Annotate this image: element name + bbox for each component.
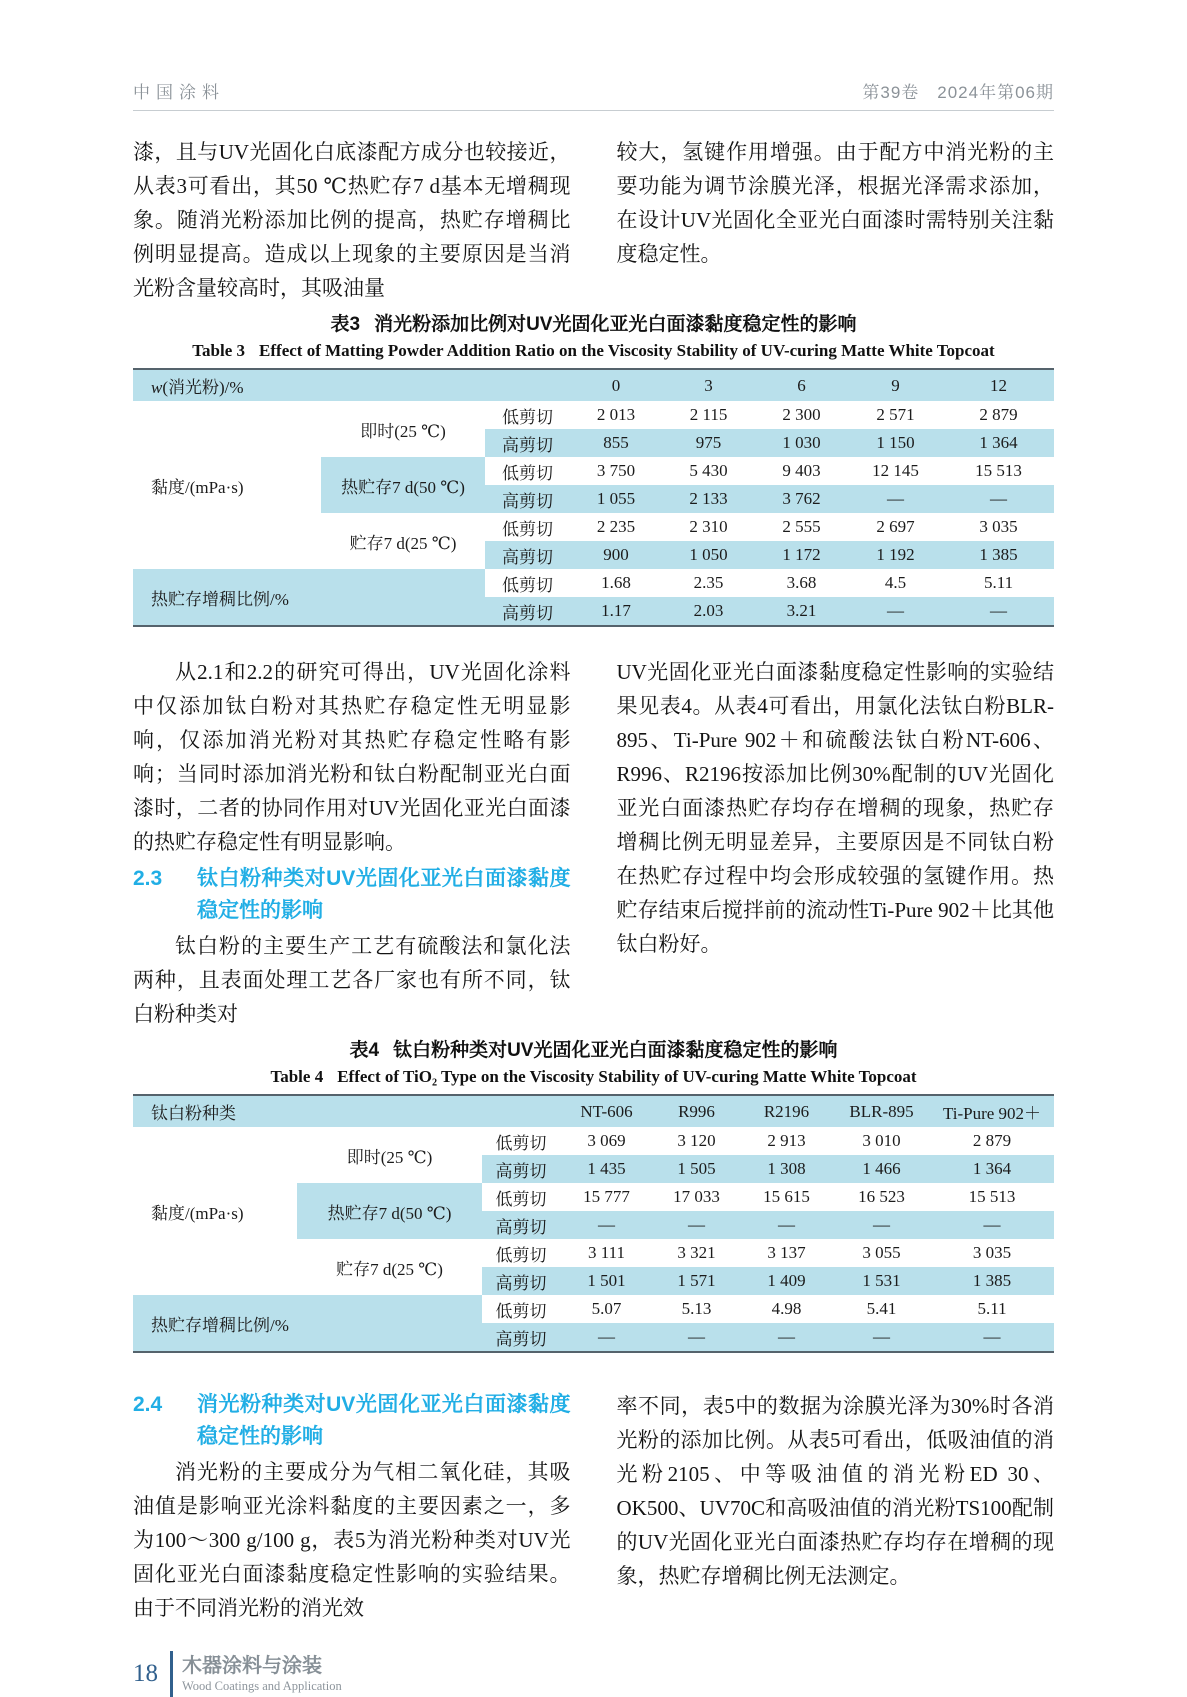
value-cell: 1 364	[930, 1155, 1054, 1183]
value-cell: 2 013	[596, 405, 636, 424]
value-cell: 2 133	[662, 485, 755, 513]
page-header	[133, 78, 1054, 111]
shear-label: 高剪切	[485, 597, 570, 626]
value-cell: 2 300	[782, 405, 821, 424]
value-cell: —	[740, 1323, 833, 1352]
value-cell: 1 435	[560, 1155, 653, 1183]
value-cell: 1.17	[570, 597, 662, 626]
page-number: 18	[133, 1660, 158, 1687]
value-cell: 1.68	[601, 573, 631, 592]
value-cell: 855	[570, 429, 662, 457]
shear-label: 高剪切	[482, 1155, 560, 1183]
row-group-label: 黏度/(mPa·s)	[151, 1203, 244, 1223]
value-cell: 3 137	[767, 1243, 806, 1262]
text-band-middle	[133, 655, 1054, 1031]
condition-label: 贮存7 d(25 ℃)	[349, 533, 457, 553]
table-row	[133, 1127, 1054, 1155]
value-cell: —	[833, 1211, 930, 1239]
journal-title: 中国涂料	[133, 83, 225, 102]
value-cell: —	[943, 597, 1054, 626]
table-label: Table 3	[192, 341, 246, 360]
paragraph: 较大，氢键作用增强。由于配方中消光粉的主要功能为调节涂膜光泽，根据光泽需求添加，在设计UV光固化全亚光白面漆时需特别关注黏度稳定性。	[616, 140, 1054, 266]
shear-label: 高剪切	[482, 1267, 560, 1295]
value-cell: 1 466	[833, 1155, 930, 1183]
value-cell: 2 913	[767, 1131, 806, 1150]
issue-info: 第39卷 2024年第06期	[862, 83, 1054, 102]
value-cell: 3 762	[755, 485, 848, 513]
shear-label: 低剪切	[502, 575, 554, 595]
right-column	[617, 655, 1055, 1031]
value-cell: 975	[662, 429, 755, 457]
value-cell: —	[943, 485, 1054, 513]
value-cell: 5 430	[689, 461, 728, 480]
section-number: 2.3	[133, 867, 163, 890]
value-cell: —	[560, 1211, 653, 1239]
table-label: 表4	[349, 1040, 380, 1061]
table3-block	[133, 311, 1054, 627]
value-cell: 1 308	[740, 1155, 833, 1183]
value-cell: —	[653, 1323, 740, 1352]
value-cell: 12 145	[872, 461, 919, 480]
paragraph: 漆，且与UV光固化白底漆配方成分也较接近，从表3可看出，其50 ℃热贮存7 d基本无增稠现象。随消光粉添加比例的提高，热贮存增稠比例明显提高。造成以上现象的主要原因是当消光粉含量较高时，其吸油量	[133, 140, 571, 300]
condition-label: 热贮存7 d(50 ℃)	[297, 1183, 482, 1239]
value-cell: —	[930, 1211, 1054, 1239]
value-cell: 2 115	[689, 405, 728, 424]
value-cell: 9 403	[782, 461, 821, 480]
shear-label: 低剪切	[502, 463, 554, 483]
value-cell: 1 364	[943, 429, 1054, 457]
paragraph: 钛白粉的主要生产工艺有硫酸法和氯化法两种，且表面处理工艺各厂家也有所不同，钛白粉种类对	[133, 934, 571, 1026]
footer-section-zh: 木器涂料与涂装	[182, 1655, 322, 1677]
table4-caption-en	[133, 1066, 1054, 1087]
value-cell: 5.13	[681, 1299, 712, 1318]
shear-label: 低剪切	[495, 1189, 547, 1209]
value-cell: 15 615	[763, 1187, 810, 1206]
table4-caption-zh	[133, 1037, 1054, 1064]
value-cell: 3 035	[972, 1243, 1012, 1262]
value-cell: 3 750	[596, 461, 636, 480]
shear-label: 低剪切	[502, 519, 554, 539]
value-cell: 2 879	[972, 1131, 1012, 1150]
right-column	[617, 1389, 1055, 1625]
column-header: R996	[653, 1095, 740, 1127]
value-cell: 2.03	[662, 597, 755, 626]
footer-divider	[170, 1651, 173, 1697]
table-row	[133, 369, 1054, 401]
column-header: 9	[848, 369, 943, 401]
table3	[133, 368, 1054, 627]
paragraph: 从2.1和2.2的研究可得出，UV光固化涂料中仅添加钛白粉对其热贮存稳定性无明显影响，仅添加消光粉对其热贮存稳定性略有影响；当同时添加消光粉和钛白粉配制亚光白面漆时，二者的协同作用对UV光固化亚光白面漆的热贮存稳定性有明显影响。	[133, 660, 571, 854]
value-cell: 1 055	[570, 485, 662, 513]
table-label: 表3	[330, 314, 361, 335]
symbol-w: w	[151, 378, 163, 397]
caption-text: Effect of Matting Powder Addition Ratio on the Viscosity Stability of UV-curing Matte White Topcoat	[259, 341, 995, 360]
column-header: R2196	[740, 1095, 833, 1127]
paragraph: 率不同，表5中的数据为涂膜光泽为30%时各消光粉的添加比例。从表5可看出，低吸油值的消光粉2105、中等吸油值的消光粉ED 30、OK500、UV70C和高吸油值的消光粉TS100配制的UV光固化亚光白面漆热贮存均存在增稠的现象，热贮存增稠比例无法测定。	[616, 1394, 1054, 1588]
value-cell: 2 235	[596, 517, 636, 536]
section-heading-2-3	[133, 863, 571, 927]
caption-text: Effect of TiO₂ Type on the Viscosity Stability of UV-curing Matte White Topcoat	[337, 1067, 917, 1086]
value-cell: 1 385	[943, 541, 1054, 569]
section-title: 消光粉种类对UV光固化亚光白面漆黏度稳定性的影响	[197, 1393, 571, 1448]
row-group-label: 黏度/(mPa·s)	[151, 477, 244, 497]
section-title: 钛白粉种类对UV光固化亚光白面漆黏度稳定性的影响	[197, 867, 571, 922]
table3-caption-en	[133, 340, 1054, 361]
left-column	[133, 655, 571, 1031]
value-cell: —	[848, 485, 943, 513]
value-cell: —	[848, 597, 943, 626]
column-header: 6	[755, 369, 848, 401]
row-group-label: 热贮存增稠比例/%	[133, 569, 485, 626]
value-cell: 3 035	[979, 517, 1018, 536]
value-cell: 3.21	[755, 597, 848, 626]
value-cell: 15 513	[968, 1187, 1016, 1206]
shear-label: 低剪切	[502, 407, 554, 427]
value-cell: 1 505	[653, 1155, 740, 1183]
value-cell: 2.35	[693, 573, 724, 592]
condition-label: 即时(25 ℃)	[360, 421, 446, 441]
value-cell: 2 697	[876, 517, 915, 536]
value-cell: 5.11	[983, 573, 1014, 592]
value-cell: 900	[570, 541, 662, 569]
value-cell: 2 571	[876, 405, 915, 424]
shear-label: 低剪切	[495, 1133, 547, 1153]
value-cell: —	[930, 1323, 1054, 1352]
row-group-label: 热贮存增稠比例/%	[133, 1295, 482, 1352]
column-header: 0	[570, 369, 662, 401]
section-heading-2-4	[133, 1389, 571, 1453]
table-label: Table 4	[270, 1067, 324, 1086]
value-cell: 1 409	[740, 1267, 833, 1295]
value-cell: 1 150	[848, 429, 943, 457]
shear-label: 高剪切	[482, 1323, 560, 1352]
column-header: 3	[662, 369, 755, 401]
column-header: BLR-895	[833, 1095, 930, 1127]
value-cell: —	[560, 1323, 653, 1352]
condition-label: 热贮存7 d(50 ℃)	[321, 457, 485, 513]
footer-section	[182, 1654, 342, 1694]
value-cell: 1 385	[930, 1267, 1054, 1295]
value-cell: 4.5	[884, 573, 907, 592]
column-header: Ti-Pure 902＋	[930, 1095, 1054, 1127]
column-header: 12	[943, 369, 1054, 401]
value-cell: 5.07	[591, 1299, 622, 1318]
value-cell: 16 523	[858, 1187, 905, 1206]
value-cell: 4.98	[771, 1299, 802, 1318]
value-cell: 2 555	[782, 517, 821, 536]
table-row	[133, 401, 1054, 429]
shear-label: 高剪切	[482, 1211, 560, 1239]
value-cell: 3 055	[862, 1243, 901, 1262]
value-cell: 15 513	[975, 461, 1022, 480]
table4	[133, 1094, 1054, 1353]
left-column	[133, 135, 571, 305]
shear-label: 低剪切	[495, 1301, 547, 1321]
value-cell: 3 111	[588, 1243, 626, 1262]
shear-label: 高剪切	[485, 429, 570, 457]
table3-caption-zh	[133, 311, 1054, 338]
value-cell: 5.41	[866, 1299, 897, 1318]
value-cell: 1 571	[653, 1267, 740, 1295]
text-band-bottom	[133, 1389, 1054, 1625]
value-cell: 1 531	[833, 1267, 930, 1295]
value-cell: 1 050	[662, 541, 755, 569]
table4-block	[133, 1037, 1054, 1353]
value-cell: 17 033	[673, 1187, 720, 1206]
value-cell: 1 501	[560, 1267, 653, 1295]
value-cell: 15 777	[583, 1187, 630, 1206]
value-cell: 2 310	[689, 517, 728, 536]
value-cell: 3 120	[677, 1131, 716, 1150]
value-cell: 1 030	[755, 429, 848, 457]
value-cell: 1 192	[848, 541, 943, 569]
value-cell: 3 069	[587, 1131, 626, 1150]
value-cell: 2 879	[979, 405, 1018, 424]
column-header: NT-606	[560, 1095, 653, 1127]
condition-label: 即时(25 ℃)	[346, 1147, 433, 1167]
value-cell: 5.11	[977, 1299, 1007, 1318]
value-cell: —	[740, 1211, 833, 1239]
table-row	[133, 1095, 1054, 1127]
value-cell: —	[833, 1323, 930, 1352]
table-row	[133, 569, 1054, 597]
section-number: 2.4	[133, 1393, 163, 1416]
column-header: w(消光粉)/%	[133, 369, 570, 401]
value-cell: 1 172	[755, 541, 848, 569]
value-cell: 3.68	[786, 573, 817, 592]
value-cell: —	[653, 1211, 740, 1239]
left-column	[133, 1389, 571, 1625]
table-row	[133, 1295, 1054, 1323]
value-cell: 3 321	[677, 1243, 716, 1262]
footer-section-en: Wood Coatings and Application	[182, 1679, 342, 1693]
caption-text: 消光粉添加比例对UV光固化亚光白面漆黏度稳定性的影响	[374, 314, 857, 335]
condition-label: 贮存7 d(25 ℃)	[336, 1259, 443, 1279]
shear-label: 低剪切	[495, 1245, 547, 1265]
paragraph: 消光粉的主要成分为气相二氧化硅，其吸油值是影响亚光涂料黏度的主要因素之一，多为100～300 g/100 g，表5为消光粉种类对UV光固化亚光白面漆黏度稳定性影响的实验结果。由于不同消光粉的消光效	[133, 1460, 571, 1620]
page-footer	[133, 1651, 1054, 1697]
text-band-top	[133, 135, 1054, 305]
shear-label: 高剪切	[485, 485, 570, 513]
right-column	[617, 135, 1055, 305]
caption-text: 钛白粉种类对UV光固化亚光白面漆黏度稳定性的影响	[393, 1040, 838, 1061]
value-cell: 3 010	[862, 1131, 901, 1150]
paragraph: UV光固化亚光白面漆黏度稳定性影响的实验结果见表4。从表4可看出，用氯化法钛白粉BLR-895、Ti-Pure 902＋和硫酸法钛白粉NT-606、R996、R2196按添加比例30%配制的UV光固化亚光白面漆热贮存均存在增稠的现象，热贮存增稠比例无明显差异，主要原因是不同钛白粉在热贮存过程中均会形成较强的氢键作用。热贮存结束后搅拌前的流动性Ti-Pure 902＋比其他钛白粉好。	[616, 660, 1054, 956]
shear-label: 高剪切	[485, 541, 570, 569]
column-header: 钛白粉种类	[133, 1095, 560, 1127]
